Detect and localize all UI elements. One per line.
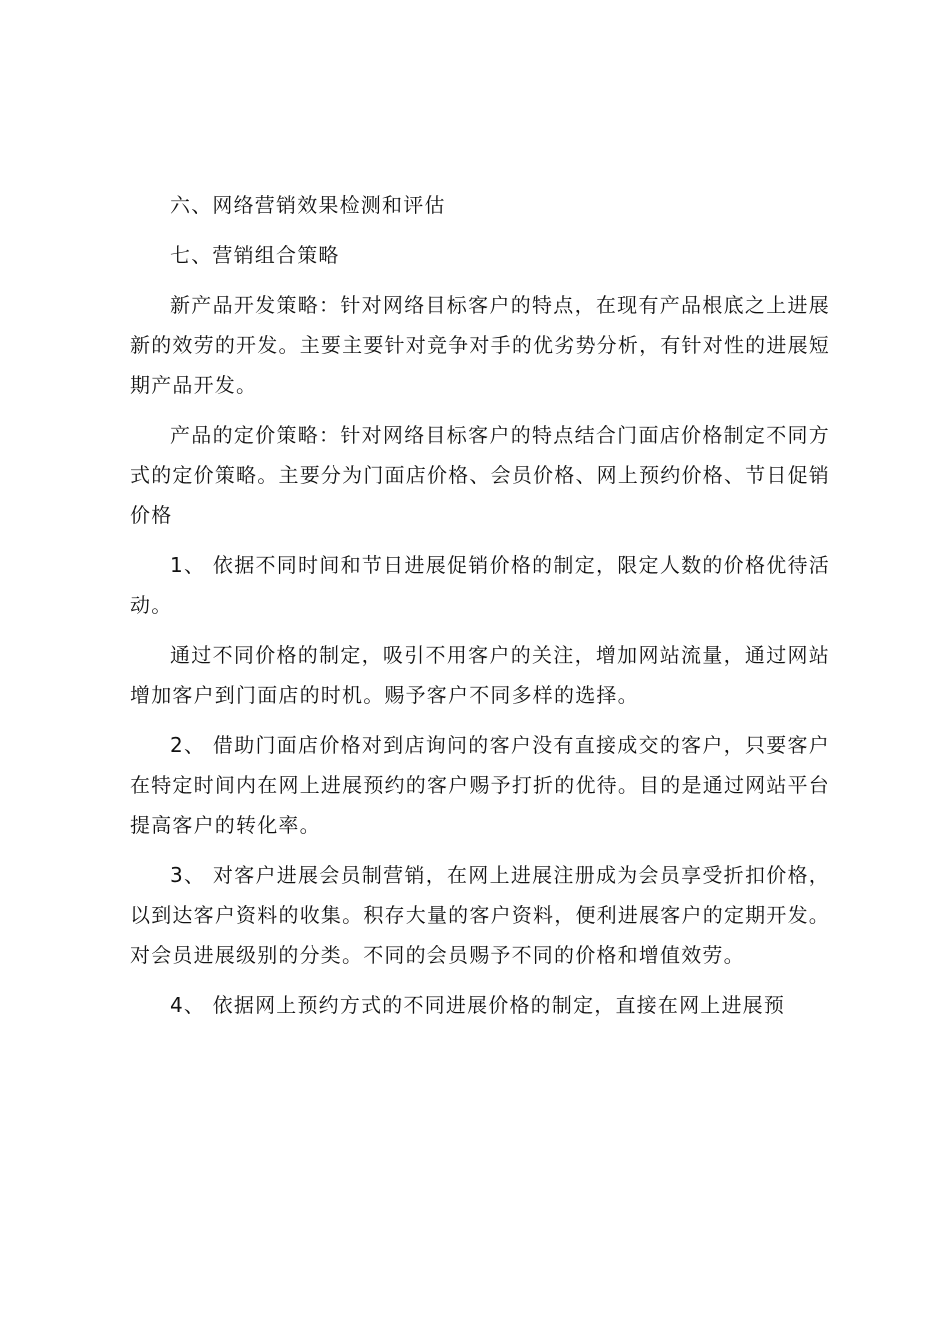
document-body — [130, 185, 830, 1035]
list-item-1: 1、 依据不同时间和节日进展促销价格的制定，限定人数的价格优待活动。 — [130, 553, 830, 617]
paragraph-pricing-strategy: 产品的定价策略：针对网络目标客户的特点结合门面店价格制定不同方式的定价策略。主要分为门面店价格、会员价格、网上预约价格、节日促销价格 — [130, 423, 830, 527]
paragraph-price-attraction: 通过不同价格的制定，吸引不用客户的关注，增加网站流量，通过网站增加客户到门面店的时机。赐予客户不同多样的选择。 — [130, 643, 830, 707]
section-heading-seven: 七、营销组合策略 — [170, 243, 340, 267]
paragraph-new-product-strategy: 新产品开发策略：针对网络目标客户的特点，在现有产品根底之上进展新的效劳的开发。主要主要针对竞争对手的优劣势分析，有针对性的进展短期产品开发。 — [130, 293, 830, 397]
list-item-3: 3、 对客户进展会员制营销，在网上进展注册成为会员享受折扣价格，以到达客户资料的收集。积存大量的客户资料，便利进展客户的定期开发。对会员进展级别的分类。不同的会员赐予不同的价格和增值效劳。 — [130, 863, 830, 967]
list-item-4: 4、 依据网上预约方式的不同进展价格的制定，直接在网上进展预 — [170, 993, 786, 1017]
section-heading-six: 六、网络营销效果检测和评估 — [170, 193, 446, 217]
list-item-2: 2、 借助门面店价格对到店询问的客户没有直接成交的客户，只要客户在特定时间内在网上进展预约的客户赐予打折的优待。目的是通过网站平台提高客户的转化率。 — [130, 733, 830, 837]
